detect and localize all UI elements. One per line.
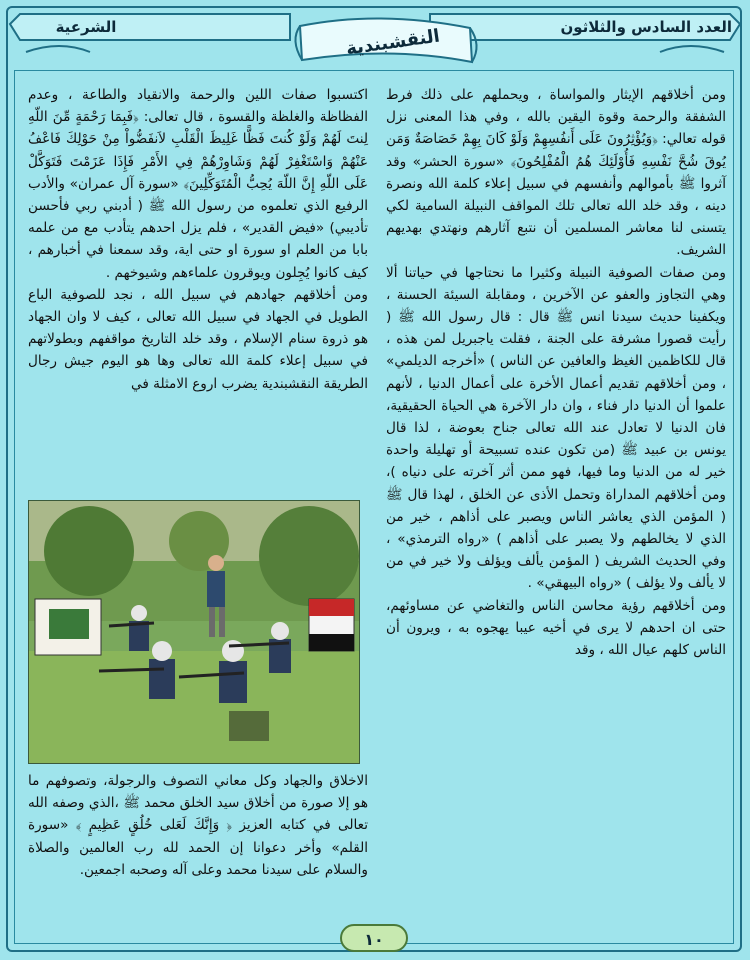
paragraph: ومن أخلاقهم رؤية محاسن الناس والتغاضي عن مساوئهم، حتى ان احدهم لا يرى في أخيه عيبا يهجوه به ، ويرون أن الناس كلهم عيال الله ، وقد bbox=[386, 597, 726, 659]
right-column bbox=[386, 84, 726, 661]
paragraph: الاخلاق والجهاد وكل معاني التصوف والرجولة، وتصوفهم ما هو إلا صورة من أخلاق سيد الخلق محمد ﷺ ،الذي وصفه الله تعالى في كتابه العزيز ﴿ وَإِنَّكَ لَعَلى خُلُقٍ عَظِيمٍ ﴾ «سورة القلم» وأخر دعوانا إن الحمد لله رب العالمين والصلاة والسلام على سيدنا محمد وعلى آله وصحبه اجمعين. bbox=[28, 773, 368, 878]
paragraph: ومن صفات الصوفية النبيلة وكثيرا ما نحتاجها في حياتنا ألا وهي التجاوز والعفو عن الآخرين ، ومقابلة السيئة الحسنة ، ويكفينا حديث سيدنا انس ﷺ قال : قال رسول الله ﷺ ( رأيت قصورا مشرفة على الجنة ، فقلت ياجبريل لمن هذه ، قال للكاظمين الغيظ والعافين عن الناس ) «أخرجه الديلمي» ، ومن أخلاقهم تقديم أعمال الأخرة على أعمال الدنيا ، لأنهم علموا أن الدنيا دار فناء ، وان دار الآخرة هي الحياة الحقيقية، فان الدنيا لا تعادل عند الله تعالى جناح بعوضة ، لذا قال يونس بن عبيد ﷺ (من تكون عنده تسبيحة أو تهليلة واحدة خير له من الدنيا وما فيها، فهو ممن أثر آخرته على دنياه )، ومن أخلاقهم المداراة وتحمل الأذى عن الخلق ، لهذا قال ﷺ ( المؤمن الذي يعاشر الناس ويصبر على أذاهم ، خير من الذي لا يخالطهم ولا يصبر على أذاهم ) «رواه الترمذي» ، وفي الحديث الشريف ( المؤمن يألف ويؤلف ولا خير في من لا يألف ولا يؤلف ) «رواه البيهقي» . bbox=[386, 264, 726, 592]
paragraph: ومن أخلاقهم الإيثار والمواساة ، ويحملهم على ذلك فرط الشفقة والرحمة وقوة اليقين بالله ، وفي هذا المعنى نزل قوله تعالي: ﴿وَيُؤْثِرُونَ عَلَى أَنفُسِهِمْ وَلَوْ كَانَ بِهِمْ خَصَاصَةٌ وَمَن يُوقَ شُحَّ نَفْسِهِ فَأُوْلَئِكَ هُمُ الْمُفْلِحُونَ﴾ «سورة الحشر» وقد آثروا ﷺ بأموالهم وأنفسهم في سبيل إعلاء كلمة الله ونصرة دينه ، وقد خلد الله تعالى تلك المواقف النبيلة السامية لكي يتسنى لنا معاشر المسلمين أن نتبع آثارهم ونهتدي بهديهم الشريف. bbox=[386, 87, 726, 259]
issue-label: العدد السادس والثلاثون bbox=[560, 18, 732, 36]
article-title: النقشبندية bbox=[344, 25, 442, 60]
paragraph: ومن أخلاقهم جهادهم في سبيل الله ، نجد للصوفية الباع الطويل في الجهاد في سبيل الله تعالى ، كيف لا وان الجهاد هو ذروة سنام الإسلام ، وقد خلد التاريخ مواقفهم وبطولاتهم في سبيل إعلاء كلمة الله تعالى وها هو اليوم جيش رجال الطريقة النقشبندية يضرب اروع الامثلة في bbox=[28, 286, 368, 392]
section-label: الشرعية bbox=[55, 18, 117, 36]
training-photo bbox=[28, 500, 360, 764]
photo-illustration bbox=[29, 501, 359, 763]
paragraph: اكتسبوا صفات اللين والرحمة والانقياد والطاعة ، وعدم الفظاظة والغلظة والقسوة ، قال تعالى: ﴿فَبِمَا رَحْمَةٍ مِّنَ اللّهِ لِنتَ لَهُمْ وَلَوْ كُنتَ فَظًّا غَلِيظَ الْقَلْبِ لاَنفَضُّواْ مِنْ حَوْلِكَ فَاعْفُ عَنْهُمْ وَاسْتَغْفِرْ لَهُمْ وَشَاوِرْهُمْ فِي الأَمْرِ فَإِذَا عَزَمْتَ فَتَوَكَّلْ عَلَى اللّهِ إِنَّ اللّهَ يُحِبُّ الْمُتَوَكِّلِينَ﴾ «سورة آل عمران» والأدب الرفيع الذي تعلموه من رسول الله ﷺ ( أدبني ربي فأحسن تأديبي) «فيض القدير» ، فلم يزل احدهم يتأدب مع من علمه بابا من العلم او سورة او حتى اية، وقد سمعنا في أخبارهم ، كيف كانوا يُجِلون ويوقرون علماءهم وشيوخهم . bbox=[28, 87, 368, 281]
page-number: ١٠ bbox=[340, 924, 408, 952]
left-column-top bbox=[28, 84, 368, 395]
left-column-bottom bbox=[28, 770, 368, 881]
